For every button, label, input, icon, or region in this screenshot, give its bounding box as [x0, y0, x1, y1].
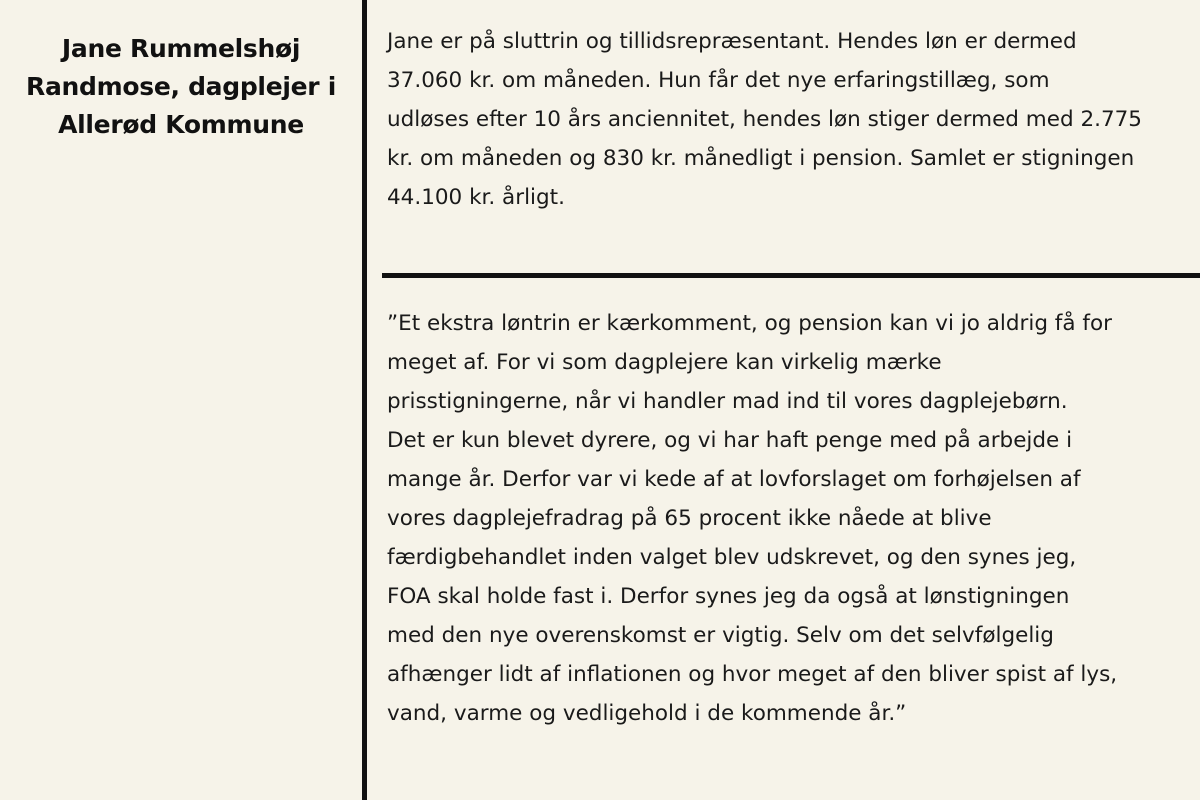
text-line: udløses efter 10 års anciennitet, hendes løn stiger dermed med 2.775 — [387, 107, 1142, 132]
text-line: vores dagplejefradrag på 65 procent ikke nåede at blive — [387, 506, 992, 531]
text-line: Jane er på sluttrin og tillidsrepræsentant. Hendes løn er dermed — [387, 29, 1077, 54]
text-line: FOA skal holde fast i. Derfor synes jeg da også at lønstigningen — [387, 584, 1070, 609]
text-line: prisstigningerne, når vi handler mad ind til vores dagplejebørn. — [387, 389, 1068, 414]
text-line: ”Et ekstra løntrin er kærkomment, og pension kan vi jo aldrig få for — [387, 311, 1112, 336]
text-line: med den nye overenskomst er vigtig. Selv om det selvfølgelig — [387, 623, 1054, 648]
person-name — [0, 30, 362, 144]
text-line: afhænger lidt af inflationen og hvor meget af den bliver spist af lys, — [387, 662, 1118, 687]
text-line: mange år. Derfor var vi kede af at lovforslaget om forhøjelsen af — [387, 467, 1081, 492]
text-line: 37.060 kr. om måneden. Hun får det nye erfaringstillæg, som — [387, 68, 1050, 93]
horizontal-divider — [382, 273, 1200, 278]
quote-paragraph — [387, 304, 1177, 733]
person-name-line: Allerød Kommune — [58, 110, 304, 139]
vertical-divider — [362, 0, 367, 800]
person-name-line: Jane Rummelshøj — [61, 34, 301, 63]
text-line: 44.100 kr. årligt. — [387, 185, 565, 210]
text-line: meget af. For vi som dagplejere kan virkelig mærke — [387, 350, 942, 375]
text-line: færdigbehandlet inden valget blev udskrevet, og den synes jeg, — [387, 545, 1077, 570]
text-line: vand, varme og vedligehold i de kommende år.” — [387, 701, 907, 726]
text-line: Det er kun blevet dyrere, og vi har haft penge med på arbejde i — [387, 428, 1073, 453]
person-name-line: Randmose, dagplejer i — [26, 72, 336, 101]
salary-facts-paragraph — [387, 22, 1177, 217]
text-line: kr. om måneden og 830 kr. månedligt i pension. Samlet er stigningen — [387, 146, 1135, 171]
